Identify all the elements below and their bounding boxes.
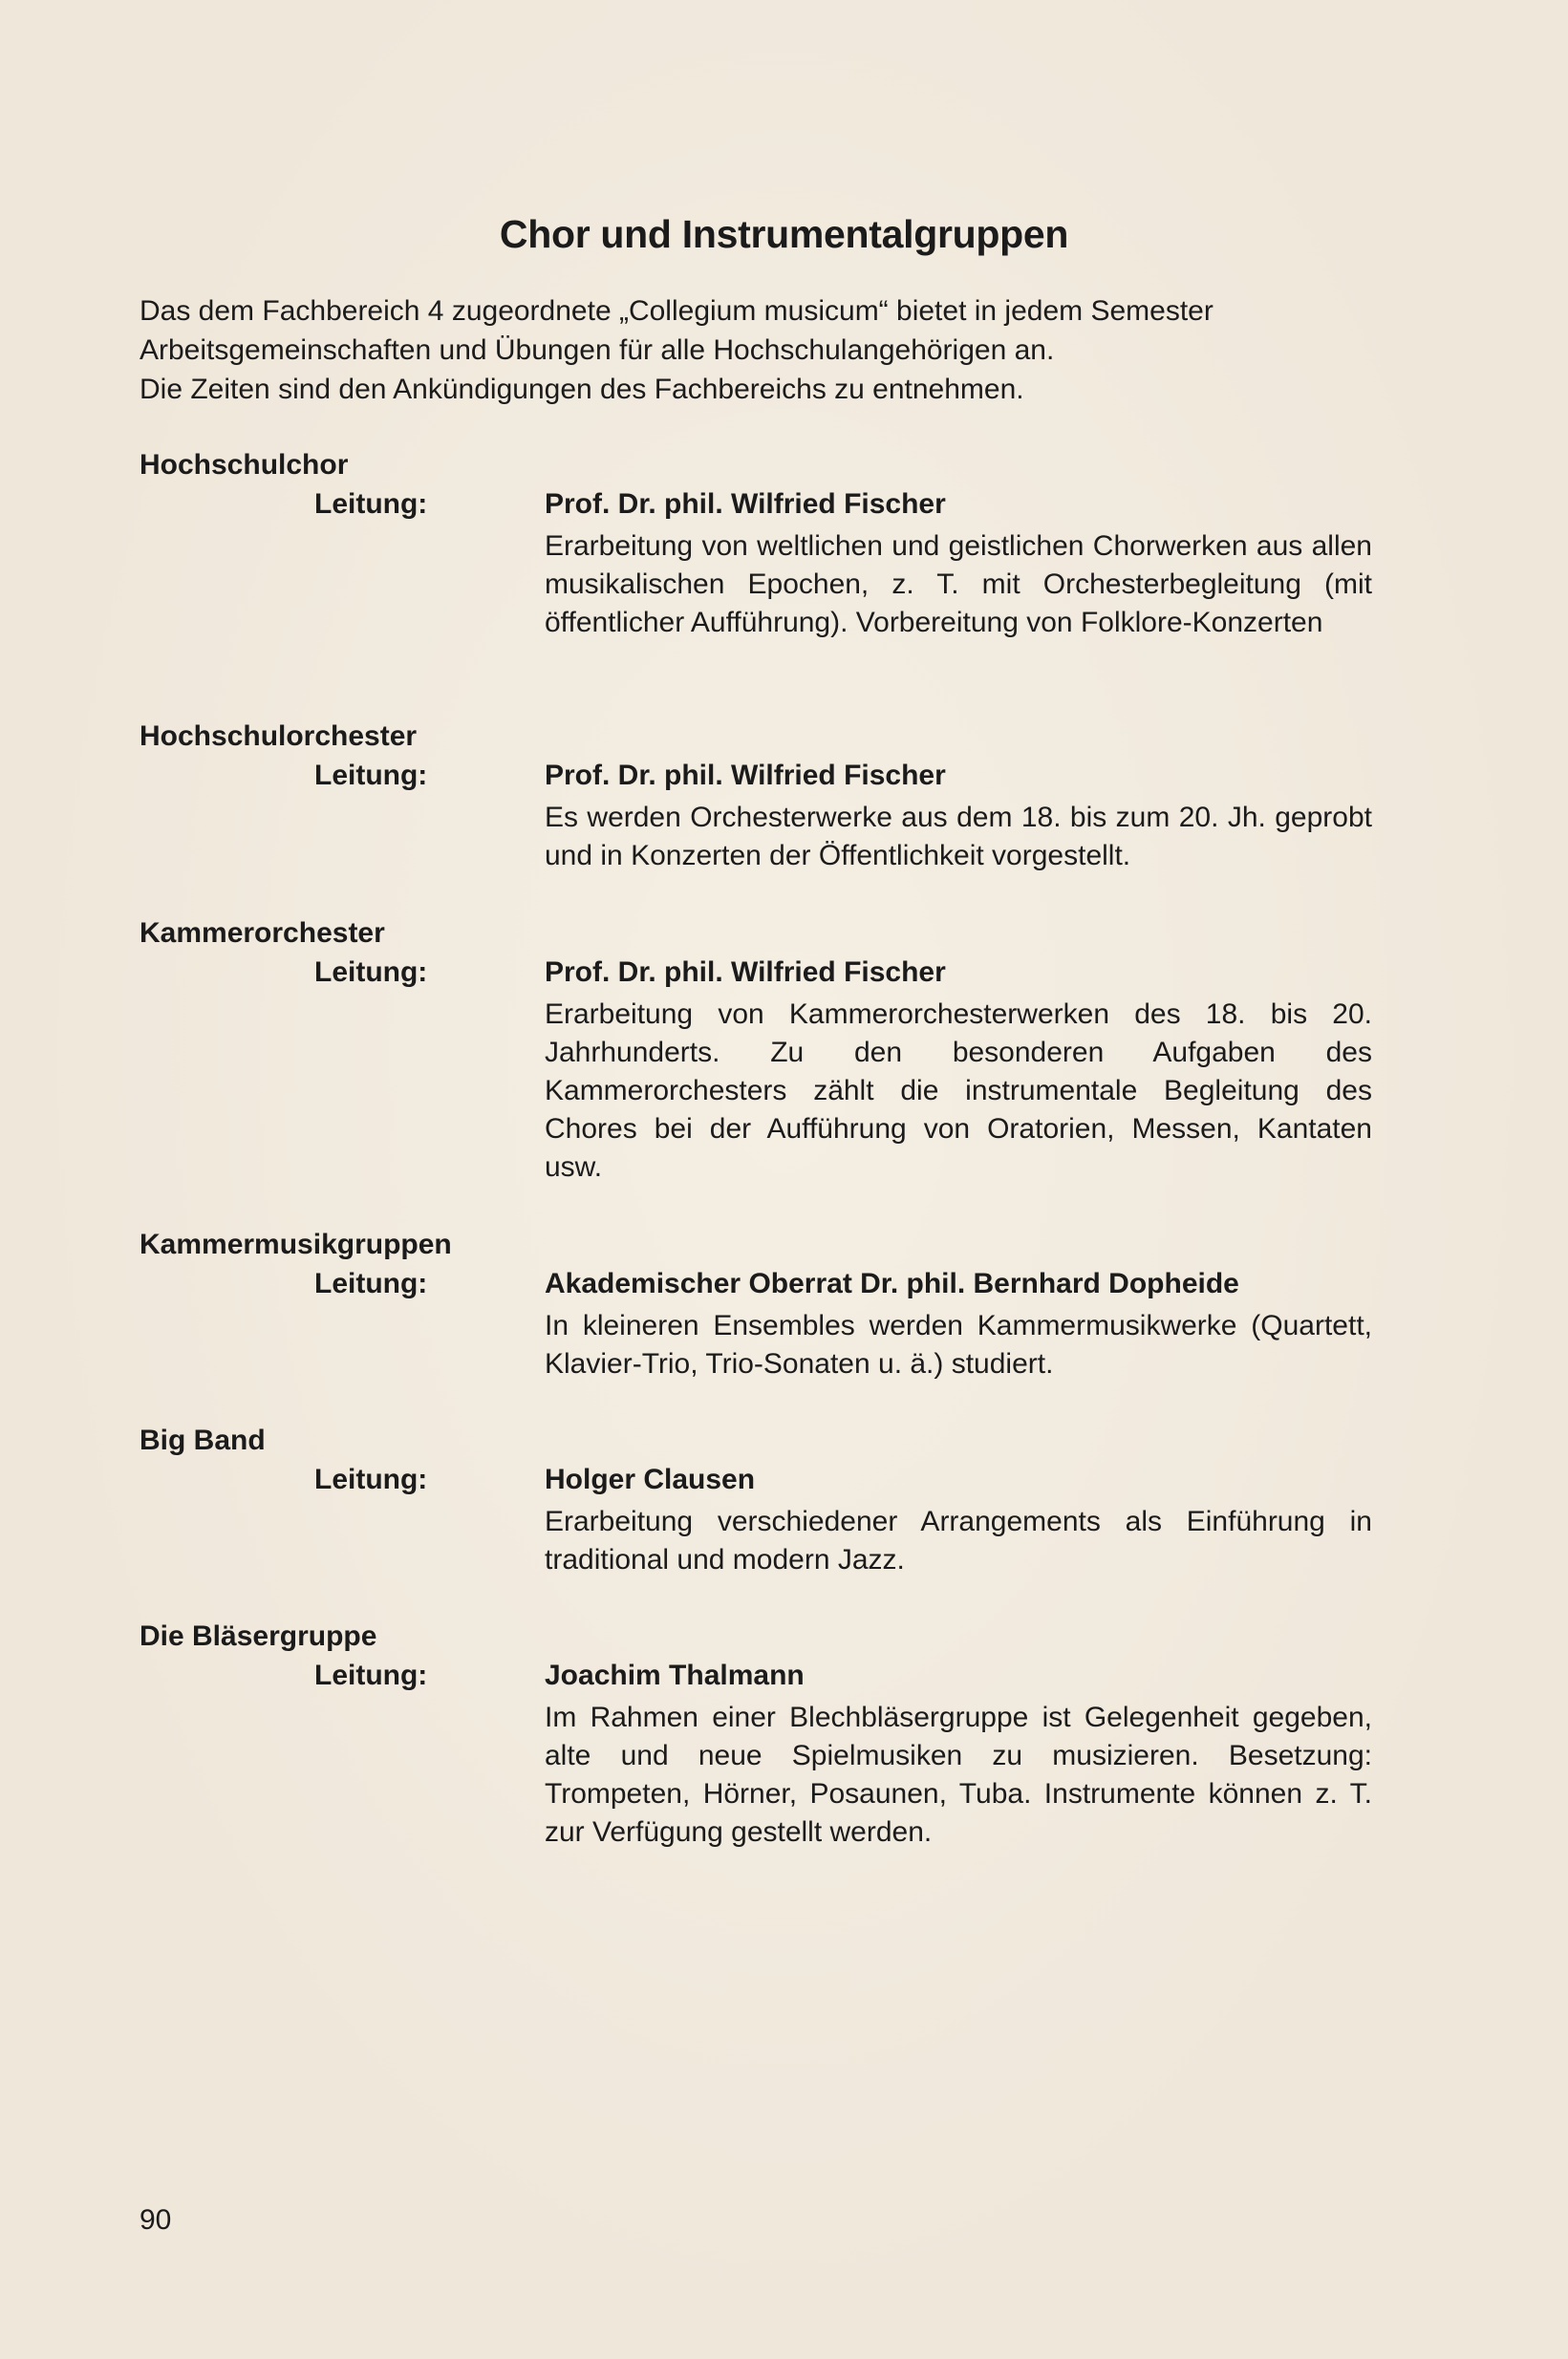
leitung-label: Leitung:	[314, 956, 428, 988]
group-details	[545, 756, 1372, 875]
group-description: Erarbeitung von Kammerorchesterwerken des 18. bis 20. Jahrhunderts. Zu den besonderen Aufgaben des Kammerorchesters zählt die instrumentale Begleitung des Chores bei der Aufführung von Oratorien, Messen, Kantaten usw.	[545, 998, 1372, 1183]
group-details	[545, 484, 1372, 642]
group-name: Kammerorchester	[140, 917, 385, 949]
group-description: In kleineren Ensembles werden Kammermusikwerke (Quartett, Klavier-Trio, Trio-Sonaten u. ä.) studiert.	[545, 1310, 1372, 1380]
leitung-label: Leitung:	[314, 760, 428, 791]
page-title: Chor und Instrumentalgruppen	[499, 212, 1069, 256]
group-description: Es werden Orchesterwerke aus dem 18. bis zum 20. Jh. geprobt und in Konzerten der Öffentlichkeit vorgestellt.	[545, 802, 1372, 871]
group-leader: Akademischer Oberrat Dr. phil. Bernhard Dopheide	[545, 1268, 1239, 1299]
group-details	[545, 1264, 1372, 1383]
group-name: Hochschulorchester	[140, 720, 418, 752]
group-leader: Prof. Dr. phil. Wilfried Fischer	[545, 488, 946, 520]
group-big-band	[140, 1421, 1372, 1583]
group-name: Kammermusikgruppen	[140, 1229, 452, 1260]
group-details	[545, 1656, 1372, 1852]
group-leader: Holger Clausen	[545, 1464, 756, 1495]
leitung-label: Leitung:	[314, 488, 428, 520]
intro-paragraph	[140, 291, 1363, 409]
group-kammermusikgruppen	[140, 1225, 1372, 1387]
group-name: Hochschulchor	[140, 449, 349, 481]
page-number: 90	[140, 2204, 172, 2236]
leitung-label: Leitung:	[314, 1464, 428, 1495]
group-description: Im Rahmen einer Blechbläsergruppe ist Gelegenheit gegeben, alte und neue Spielmusiken zu musizieren. Besetzung: Trompeten, Hörner, Posaunen, Tuba. Instrumente können z. T. zur Verfügung gestellt werden.	[545, 1702, 1372, 1848]
group-details	[545, 953, 1372, 1187]
group-blaesergruppe	[140, 1617, 1372, 1855]
group-kammerorchester	[140, 913, 1372, 1190]
group-name: Big Band	[140, 1425, 266, 1456]
group-leader: Prof. Dr. phil. Wilfried Fischer	[545, 760, 946, 791]
group-leader: Joachim Thalmann	[545, 1660, 805, 1691]
intro-line: Arbeitsgemeinschaften und Übungen für alle Hochschulangehörigen an.	[140, 334, 1055, 366]
group-description: Erarbeitung verschiedener Arrangements als Einführung in traditional und modern Jazz.	[545, 1506, 1372, 1576]
intro-line: Die Zeiten sind den Ankündigungen des Fachbereichs zu entnehmen.	[140, 374, 1024, 405]
leitung-label: Leitung:	[314, 1660, 428, 1691]
group-hochschulchor	[140, 445, 1372, 684]
group-hochschulorchester	[140, 717, 1372, 879]
intro-line: Das dem Fachbereich 4 zugeordnete „Collegium musicum“ bietet in jedem Semester	[140, 295, 1214, 327]
group-leader: Prof. Dr. phil. Wilfried Fischer	[545, 956, 946, 988]
leitung-label: Leitung:	[314, 1268, 428, 1299]
group-description: Erarbeitung von weltlichen und geistlichen Chorwerken aus allen musikalischen Epochen, z. T. mit Orchesterbegleitung (mit öffentlicher Aufführung). Vorbereitung von Folklore-Konzerten	[545, 530, 1372, 638]
group-details	[545, 1460, 1372, 1579]
group-name: Die Bläsergruppe	[140, 1620, 377, 1652]
